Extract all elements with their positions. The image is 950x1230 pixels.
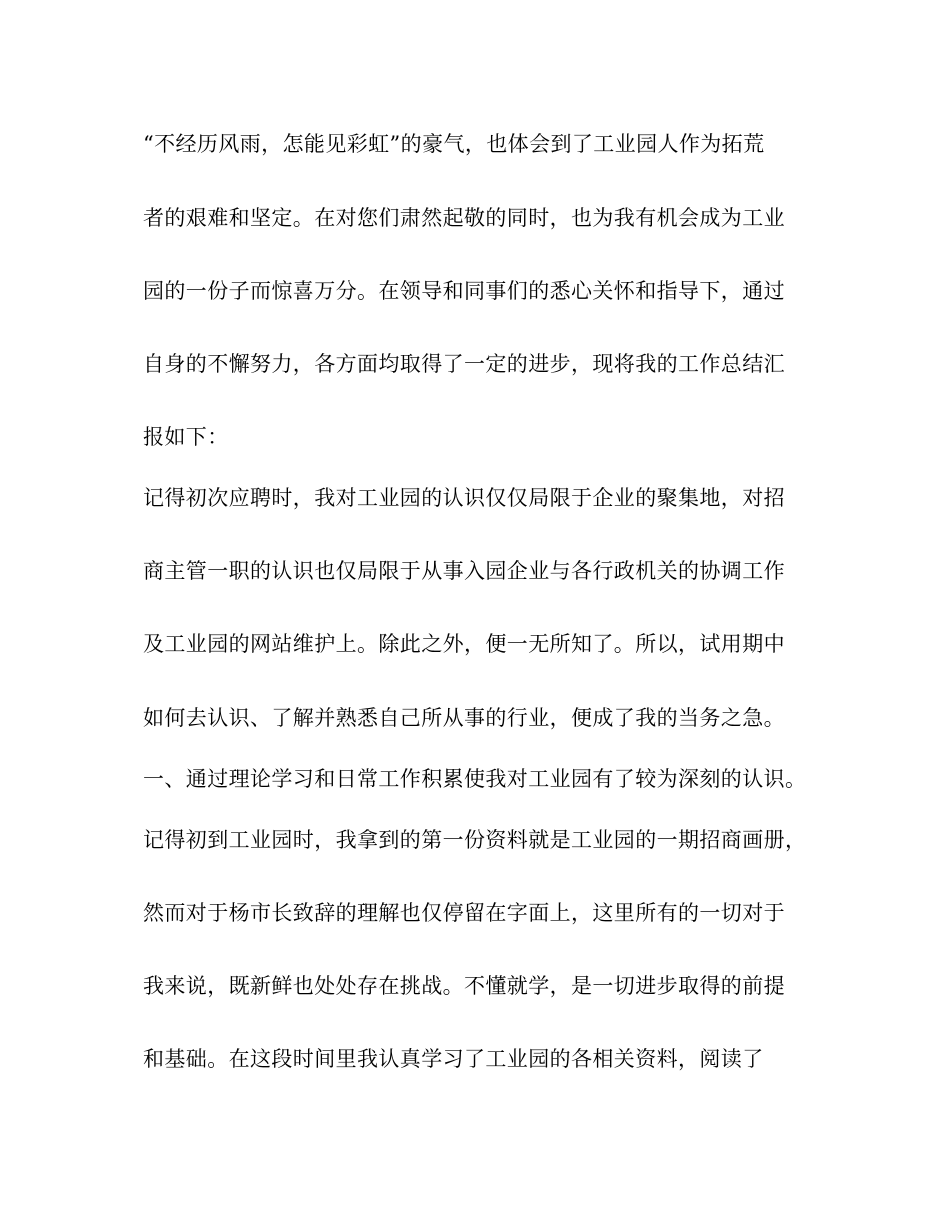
text-line: 者的艰难和坚定。在对您们肃然起敬的同时，也为我有机会成为工业 — [143, 206, 785, 230]
text-line: 记得初到工业园时，我拿到的第一份资料就是工业园的一期招商画册， — [143, 828, 807, 852]
section-heading: 一、通过理论学习和日常工作积累使我对工业园有了较为深刻的认识。 — [143, 767, 807, 791]
text-line: 我来说，既新鲜也处处存在挑战。不懂就学，是一切进步取得的前提 — [143, 974, 785, 998]
text-line: 如何去认识、了解并熟悉自己所从事的行业，便成了我的当务之急。 — [143, 706, 785, 730]
text-line: “不经历风雨，怎能见彩虹”的豪气，也体会到了工业园人作为拓荒 — [143, 132, 765, 156]
text-line: 记得初次应聘时，我对工业园的认识仅仅局限于企业的聚集地，对招 — [143, 486, 785, 510]
text-line: 报如下： — [143, 425, 229, 449]
text-line: 自身的不懈努力，各方面均取得了一定的进步，现将我的工作总结汇 — [143, 352, 785, 376]
text-line: 及工业园的网站维护上。除此之外，便一无所知了。所以，试用期中 — [143, 632, 785, 656]
text-line: 然而对于杨市长致辞的理解也仅停留在字面上，这里所有的一切对于 — [143, 901, 785, 925]
text-line: 商主管一职的认识也仅局限于从事入园企业与各行政机关的协调工作 — [143, 559, 785, 583]
text-line: 和基础。在这段时间里我认真学习了工业园的各相关资料，阅读了 — [143, 1047, 764, 1071]
text-line: 园的一份子而惊喜万分。在领导和同事们的悉心关怀和指导下，通过 — [143, 279, 785, 303]
